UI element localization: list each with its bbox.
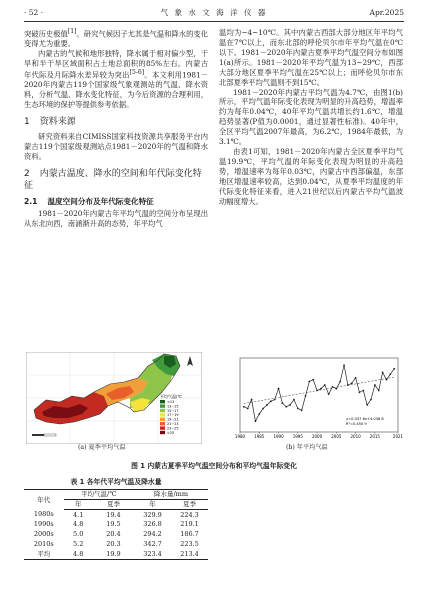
data-point — [278, 388, 280, 390]
right-column — [219, 28, 403, 207]
paragraph-data-source: 研究资料来自CIMISS国家科技资源共享服务平台内蒙古119个国家级观测站点1981－2020年的气温和降水资料。 — [24, 132, 208, 162]
col-group-temp: 平均气温/℃ — [64, 490, 134, 500]
x-tick-label: 1995 — [292, 434, 303, 439]
x-tick-label: 2005 — [331, 434, 342, 439]
table-cell: 294.2 — [143, 530, 162, 539]
subsection-heading-2-1: 2.1 温度空间分布及年代际变化特征 — [24, 196, 154, 206]
x-tick-label: 2021 — [392, 434, 404, 439]
data-point — [274, 399, 276, 401]
legend-swatch — [160, 426, 165, 429]
issue-date: Apr.2025 — [369, 8, 404, 17]
x-tick-label: 1980 — [234, 434, 246, 439]
data-point — [343, 364, 345, 366]
table-cell: 219.1 — [180, 520, 199, 529]
col-header-decade: 年代 — [24, 490, 64, 510]
data-point — [316, 390, 318, 392]
table-cell: 20.3 — [106, 540, 121, 549]
legend-label: 13~15 — [167, 404, 179, 409]
figure-1 — [24, 352, 404, 459]
x-tick-label: 2015 — [369, 434, 380, 439]
table-row — [24, 520, 208, 530]
data-point — [382, 372, 384, 374]
legend-label: 17~19 — [167, 413, 179, 418]
table-cell: 2000s — [33, 530, 54, 539]
annual-temperature-chart — [222, 352, 404, 444]
regression-r2: R²=0.450 9 — [346, 422, 367, 426]
table-cell: 5.2 — [73, 540, 84, 549]
col-header: 夏季 — [93, 500, 134, 510]
x-tick-label: 1985 — [254, 434, 265, 439]
data-point — [378, 390, 380, 392]
table-cell: 5.0 — [73, 530, 84, 539]
map-scale-bar — [32, 434, 56, 436]
data-point — [393, 368, 395, 370]
data-point — [293, 399, 295, 401]
table-cell: 4.1 — [73, 510, 84, 519]
col-header: 年 — [64, 500, 93, 510]
table-cell: 323.4 — [134, 550, 171, 560]
data-point — [362, 390, 364, 392]
table-title: 表 1 各年代平均气温及降水量 — [70, 478, 162, 486]
col-header: 年 — [134, 500, 171, 510]
table-cell: 342.7 — [143, 540, 162, 549]
table-cell: 1990s — [33, 520, 54, 529]
legend-label: <13 — [167, 400, 175, 404]
paragraph-summer-temp: 温均为−4~10℃。其中内蒙古西部大部分地区年平均气温在7℃以上，而东北部的呼伦贝尔市年平均气温在0℃以下。1981－2020年内蒙古夏季平均气温空间分布如图1(a)所示。1981－2020年平均气温为13~29℃，西部大部分地区夏季平均气温在25℃以上；而呼伦贝尔市东北部夏季平均气温则不到15℃。 — [219, 28, 403, 87]
table-cell: 326.8 — [143, 520, 162, 529]
x-tick-label: 2000 — [311, 434, 323, 439]
section-heading-2: 2 内蒙古温度、降水的空间和年代际变化特征 — [24, 169, 202, 192]
data-point — [251, 399, 253, 401]
legend-swatch — [160, 409, 165, 412]
x-tick-label: 2010 — [350, 434, 361, 439]
table-cell: 329.9 — [143, 510, 162, 519]
section-heading-1: 1 资料来源 — [24, 117, 76, 128]
paragraph-annual-temp: 1981－2020年内蒙古平均气温为4.7℃，由图1(b)所示，平均气温年际变化表现为明显的升高趋势，增温率约为每年0.04℃，40年平均气温共增长约1.6℃，增温趋势显著(P值为0.0001，通过显著性标准)。40年中，全区平均气温2007年最高，为6.2℃，1984年最低，为3.1℃。 — [219, 87, 403, 147]
data-point — [262, 408, 264, 410]
page-number: · 52 · — [24, 8, 44, 17]
legend-label: 21~23 — [167, 422, 179, 426]
data-point — [255, 420, 257, 422]
data-point — [297, 408, 299, 410]
data-point — [355, 377, 357, 379]
data-point — [370, 399, 372, 401]
subfigure-caption-a: (a) 夏季平均气温 — [78, 444, 126, 451]
data-point — [332, 386, 334, 388]
data-point — [247, 408, 249, 410]
data-point — [351, 382, 353, 384]
journal-title: 气 象 水 文 海 洋 仪 器 — [160, 8, 268, 17]
table-body — [24, 510, 208, 560]
data-point — [305, 395, 307, 397]
citation[interactable]: [1] — [67, 28, 77, 35]
table-cell: 213.4 — [171, 550, 208, 560]
data-point — [308, 381, 310, 383]
table-cell: 2010s — [33, 540, 54, 549]
table-cell: 19.9 — [93, 550, 134, 560]
table-row — [24, 540, 208, 550]
data-point — [320, 388, 322, 390]
data-point — [359, 391, 361, 393]
col-header: 夏季 — [171, 500, 208, 510]
legend-swatch — [160, 400, 165, 403]
paragraph-intro-end: 突破历史极值[1]。研究气候因子尤其是气温和降水的变化变得尤为重要。 — [24, 28, 208, 49]
table-cell: 186.7 — [180, 530, 199, 539]
page-header — [24, 8, 404, 21]
data-point — [389, 373, 391, 375]
data-point — [285, 406, 287, 408]
data-point — [281, 402, 283, 404]
header-rule — [24, 21, 404, 22]
figure-caption: 图 1 内蒙古夏季平均气温空间分布和平均气温年际变化 — [131, 462, 297, 470]
table-cell: 4.8 — [64, 550, 93, 560]
legend-swatch — [160, 418, 165, 421]
series-line — [244, 365, 394, 421]
table-row — [24, 550, 208, 560]
legend-label: 19~21 — [167, 417, 179, 422]
table-cell: 223.5 — [180, 540, 199, 549]
data-point — [301, 409, 303, 411]
legend-label: 15~17 — [167, 408, 179, 413]
data-point — [366, 404, 368, 406]
table-cell: 19.5 — [106, 520, 121, 529]
table-cell: 4.8 — [73, 520, 84, 529]
legend-label: >25 — [167, 430, 175, 435]
regression-equation: y=0.037 6x+4.036 8 — [346, 417, 384, 421]
col-group-prec: 降水量/mm — [134, 490, 208, 500]
data-point — [328, 393, 330, 395]
data-point — [347, 384, 349, 386]
table-row — [24, 510, 208, 520]
data-point — [386, 379, 388, 381]
legend-swatch — [160, 404, 165, 407]
table-cell: 224.3 — [180, 510, 199, 519]
table-cell: 20.4 — [106, 530, 121, 539]
table-row — [24, 530, 208, 540]
x-tick-label: 1990 — [273, 434, 284, 439]
table-cell: 1980s — [33, 510, 54, 519]
decade-table — [24, 489, 208, 560]
table-cell: 平均 — [24, 550, 64, 560]
data-point — [339, 381, 341, 383]
legend-title: 平均气温/℃ — [160, 394, 182, 399]
table-cell: 19.4 — [106, 510, 121, 519]
paragraph-purpose: 内蒙古的气候和地形独特，降水属于相对偏少型，干旱和半干旱区域面积占土地总面积的85%左右。内蒙古年代际及月际降水差异较为突出[5-6]。本文利用1981－2020年内蒙古119个国家级气象观测站的气温、降水资料，分析气温、降水变化特征，为今后资源的合理利用，生态环境的保护等提供参考依据。 — [24, 49, 208, 110]
legend-swatch — [160, 422, 165, 425]
data-point — [270, 400, 272, 402]
left-column — [24, 28, 208, 229]
legend-swatch — [160, 431, 165, 434]
legend-swatch — [160, 413, 165, 416]
data-point — [258, 413, 260, 415]
data-point — [312, 379, 314, 381]
data-point — [374, 384, 376, 386]
data-point — [335, 388, 337, 390]
summer-temperature-map — [26, 352, 202, 444]
data-point — [243, 406, 245, 408]
table-1 — [24, 478, 208, 560]
data-point — [266, 404, 268, 406]
data-point — [289, 404, 291, 406]
legend-label: 23~25 — [167, 426, 179, 431]
subfigure-caption-b: (b) 年平均气温 — [286, 444, 328, 451]
paragraph-table-summary: 由表1可知，1981－2020年内蒙古全区夏季平均气温19.9℃，平均气温的年际变化表现为明显的升高趋势，增温速率为每年0.03℃，内蒙古中西部偏温，东部地区增温速率较高，达到0.04℃，从夏季平均温度的年代际变化特征来看，进入21世纪以后内蒙古平均气温波动幅度增大。 — [219, 147, 403, 206]
data-point — [324, 384, 326, 386]
citation[interactable]: [5-6] — [129, 69, 145, 77]
paragraph-temperature-start: 1981－2020年内蒙古年平均气温的空间分布呈现出从东北向西，南涵渐升高的态势，年平均气 — [24, 209, 208, 228]
